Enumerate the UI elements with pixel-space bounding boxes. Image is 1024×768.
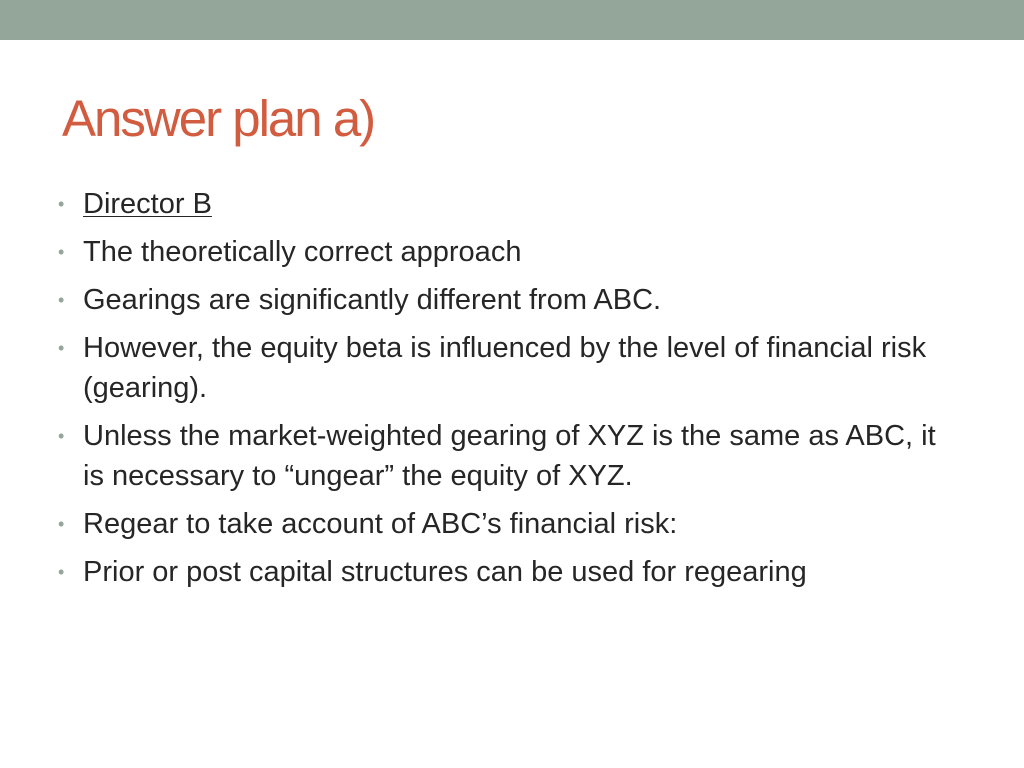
bullet-item-director-b [56,184,956,224]
bullet-text: Regear to take account of ABC’s financial risk: [83,508,678,540]
bullet-list [56,184,956,600]
bullet-dot-icon: • [58,290,65,310]
bullet-item-ungear [56,416,956,496]
bullet-dot-icon: • [58,426,65,446]
bullet-dot-icon: • [58,562,65,582]
bullet-dot-icon: • [58,242,65,262]
bullet-text: Unless the market-weighted gearing of XYZ is the same as ABC, it is necessary to “ungear” the equity of XYZ. [83,420,936,492]
bullet-text: However, the equity beta is influenced by the level of financial risk (gearing). [83,332,927,404]
bullet-text: The theoretically correct approach [83,236,522,268]
bullet-item-capital-structures [56,552,956,592]
bullet-item-regear [56,504,956,544]
bullet-item-equity-beta [56,328,956,408]
bullet-text: Director B [83,188,212,220]
bullet-dot-icon: • [58,194,65,214]
header-band [0,0,1024,40]
bullet-dot-icon: • [58,338,65,358]
bullet-dot-icon: • [58,514,65,534]
slide-title: Answer plan a) [62,90,375,147]
bullet-text: Prior or post capital structures can be used for regearing [83,556,807,588]
bullet-text: Gearings are significantly different from ABC. [83,284,662,316]
bullet-item-gearings-different [56,280,956,320]
bullet-item-correct-approach [56,232,956,272]
